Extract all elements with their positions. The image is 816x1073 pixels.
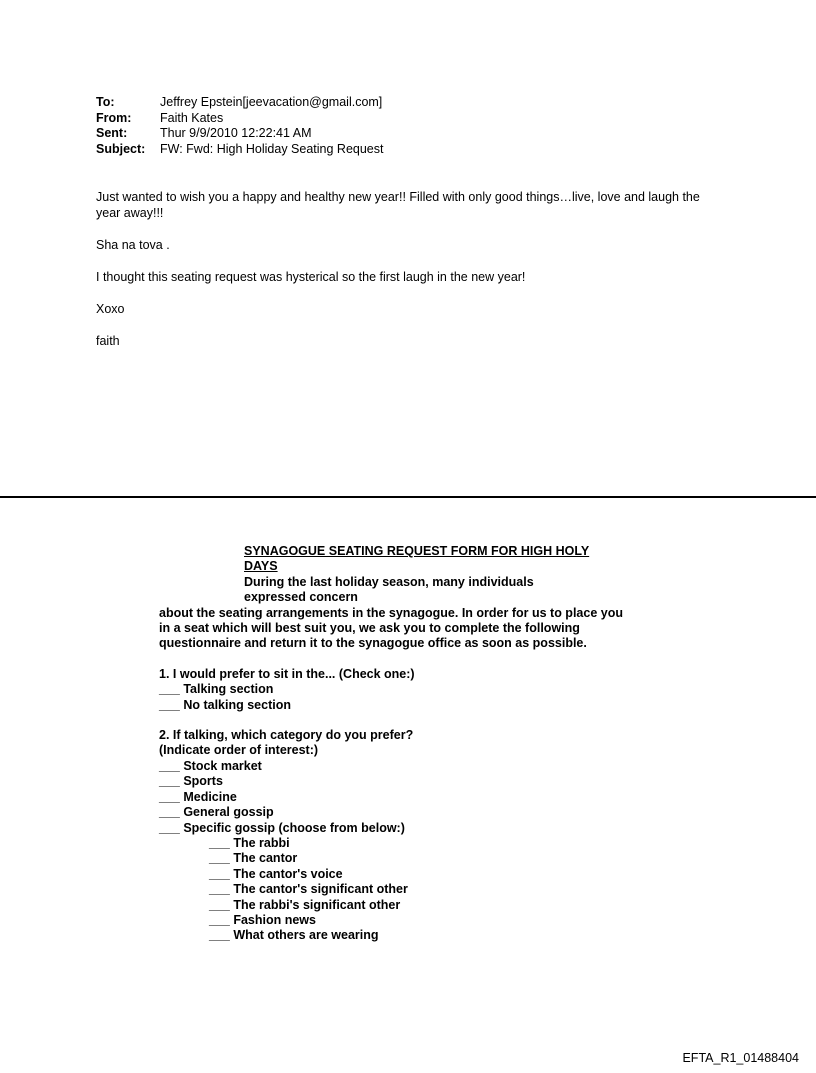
q2-option: ___ Specific gossip (choose from below:) — [159, 820, 405, 835]
to-value: Jeffrey Epstein[jeevacation@gmail.com] — [160, 95, 383, 109]
spacer — [159, 652, 629, 667]
seating-form — [159, 544, 629, 944]
q2-option: ___ Stock market — [159, 758, 262, 773]
q2-sub-option: ___ What others are wearing — [209, 928, 379, 943]
divider — [0, 496, 816, 498]
sent-row — [96, 126, 383, 142]
subject-label: Subject: — [96, 141, 146, 156]
q1-option: ___ No talking section — [159, 697, 291, 712]
q2-option: ___ Sports — [159, 774, 223, 789]
email-header — [96, 95, 383, 157]
q2-option: ___ Medicine — [159, 789, 237, 804]
body-paragraph-3: I thought this seating request was hysterical so the first laugh in the new year! — [96, 270, 526, 284]
from-label: From: — [96, 110, 132, 125]
q2-sub-option: ___ The cantor's voice — [209, 866, 343, 881]
body-paragraph-5: faith — [96, 334, 120, 348]
q2-option: ___ General gossip — [159, 805, 274, 820]
body-paragraph-1: Just wanted to wish you a happy and healthy new year!! Filled with only good things…live, love and laugh the year away!!! — [96, 190, 700, 220]
to-row — [96, 95, 383, 111]
question-1: 1. I would prefer to sit in the... (Check one:) — [159, 666, 415, 681]
document-id: EFTA_R1_01488404 — [682, 1051, 799, 1065]
q2-sub-option: ___ Fashion news — [209, 912, 316, 927]
q2-sub-option: ___ The cantor — [209, 851, 298, 866]
to-label: To: — [96, 95, 115, 109]
sent-label: Sent: — [96, 126, 128, 140]
email-body — [96, 189, 716, 365]
from-row — [96, 111, 383, 127]
q2-sub-option: ___ The rabbi's significant other — [209, 897, 401, 912]
subject-value: FW: Fwd: High Holiday Seating Request — [160, 141, 384, 156]
q1-option: ___ Talking section — [159, 682, 274, 697]
form-intro-indented: During the last holiday season, many individuals expressed concern — [244, 574, 534, 605]
question-2: 2. If talking, which category do you prefer? — [159, 728, 414, 743]
subject-row — [96, 142, 383, 158]
sent-value: Thur 9/9/2010 12:22:41 AM — [160, 126, 312, 140]
form-intro-rest: about the seating arrangements in the synagogue. In order for us to place you in a seat which will best suit you, we ask you to complete the following questionnaire and return it to the synagogue office as soon as possible. — [159, 605, 623, 651]
body-paragraph-4: Xoxo — [96, 302, 125, 316]
spacer — [159, 713, 629, 728]
body-paragraph-2: Sha na tova . — [96, 238, 170, 252]
form-title: SYNAGOGUE SEATING REQUEST FORM FOR HIGH HOLY DAYS — [244, 544, 590, 574]
q2-sub-option: ___ The rabbi — [209, 835, 290, 850]
q2-sub-option: ___ The cantor's significant other — [209, 882, 408, 897]
question-2-note: (Indicate order of interest:) — [159, 743, 319, 758]
from-value: Faith Kates — [160, 110, 224, 125]
